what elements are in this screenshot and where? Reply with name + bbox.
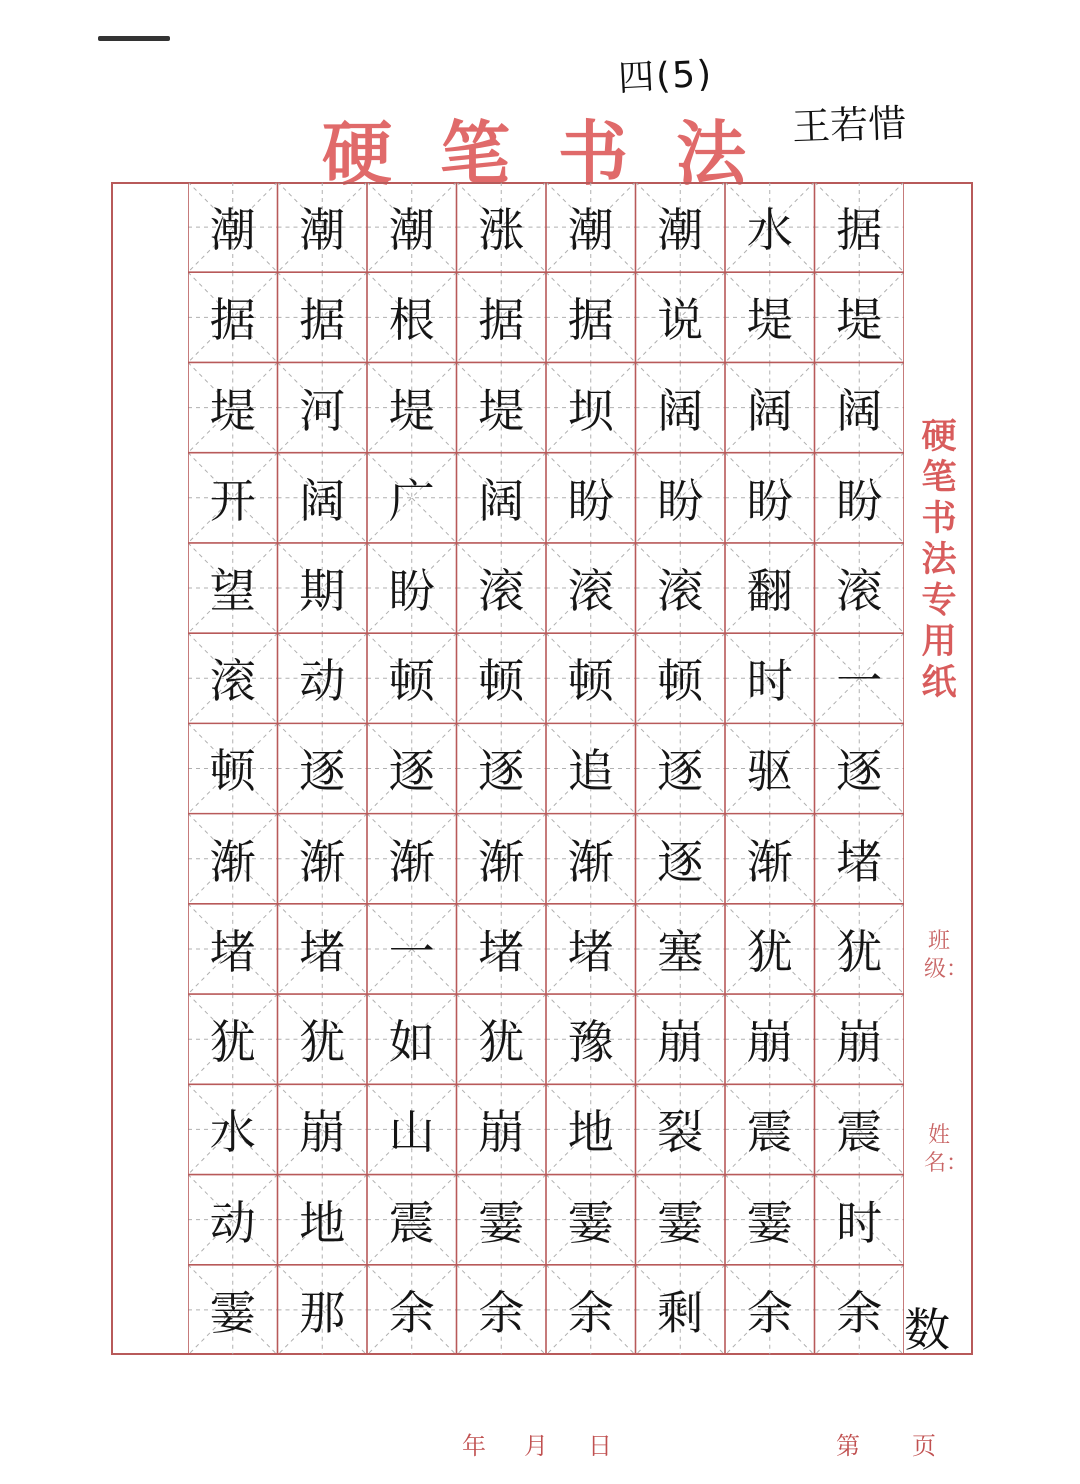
practice-grid: [188, 182, 904, 1355]
grid-character: 据: [299, 293, 346, 348]
grid-character: 阔: [836, 383, 883, 438]
grid-character: 顿: [657, 654, 704, 709]
grid-character: 崩: [836, 1015, 883, 1070]
grid-character: 翻: [746, 564, 793, 619]
grid-character: 滚: [657, 564, 704, 619]
grid-character: 地: [299, 1195, 346, 1250]
grid-character: 潮: [567, 203, 614, 258]
grid-character: 犹: [836, 924, 883, 979]
grid-character: 渐: [299, 834, 346, 889]
footer-page-prefix: 第: [836, 1432, 860, 1460]
grid-character: 潮: [657, 203, 704, 258]
grid-character: 犹: [299, 1015, 346, 1070]
grid-character: 一: [388, 924, 435, 979]
grid-character: 犹: [746, 924, 793, 979]
grid-character: 剩: [657, 1285, 704, 1340]
grid-character: 阔: [478, 473, 525, 528]
footer-year: 年: [462, 1432, 486, 1460]
grid-character: 山: [388, 1105, 435, 1160]
grid-character: 震: [746, 1105, 793, 1160]
grid-character: 逐: [657, 744, 704, 799]
page-title: 硬笔书法: [322, 112, 794, 195]
grid-character: 时: [746, 654, 793, 709]
grid-character: 顿: [388, 654, 435, 709]
grid-character: 追: [567, 744, 614, 799]
grid-character: 盼: [746, 473, 793, 528]
paper-label: 硬笔书法专用纸: [921, 416, 957, 703]
grid-character: 坝: [567, 383, 614, 438]
grid-character: 阔: [657, 383, 704, 438]
grid-character: 霎: [209, 1285, 256, 1340]
grid-character: 震: [836, 1105, 883, 1160]
grid-character: 望: [209, 564, 256, 619]
grid-character: 犹: [478, 1015, 525, 1070]
grid-character: 动: [209, 1195, 256, 1250]
grid-character: 期: [299, 564, 346, 619]
grid-character: 余: [836, 1285, 883, 1340]
grid-character: 渐: [567, 834, 614, 889]
grid-character: 堤: [746, 293, 793, 348]
grid-character: 开: [209, 473, 256, 528]
grid-character: 堵: [478, 924, 525, 979]
grid-character: 顿: [567, 654, 614, 709]
grid-character: 潮: [299, 203, 346, 258]
grid-character: 堤: [209, 383, 256, 438]
grid-character: 渐: [478, 834, 525, 889]
grid-character: 据: [478, 293, 525, 348]
grid-character: 滚: [567, 564, 614, 619]
grid-character: 渐: [746, 834, 793, 889]
grid-character: 据: [209, 293, 256, 348]
grid-character: 余: [567, 1285, 614, 1340]
grid-character: 余: [388, 1285, 435, 1340]
grid-character: 豫: [567, 1015, 614, 1070]
grid-character: 一: [836, 654, 883, 709]
grid-character: 逐: [657, 834, 704, 889]
grid-character: 塞: [657, 924, 704, 979]
grid-character: 根: [388, 293, 435, 348]
scan-mark: [98, 36, 170, 41]
grid-character: 那: [299, 1285, 346, 1340]
grid-character: 崩: [746, 1015, 793, 1070]
grid-character: 滚: [836, 564, 883, 619]
handwritten-class-note: 四(5): [617, 53, 715, 100]
grid-character: 据: [567, 293, 614, 348]
grid-character: 堤: [836, 293, 883, 348]
name-label: 姓名：: [924, 1123, 969, 1176]
grid-character: 涨: [478, 203, 525, 258]
grid-character: 堤: [478, 383, 525, 438]
grid-character: 堵: [836, 834, 883, 889]
grid-character: 驱: [746, 744, 793, 799]
grid-character: 渐: [209, 834, 256, 889]
grid-character: 崩: [299, 1105, 346, 1160]
handwritten-student-name: 王若惜: [791, 101, 907, 149]
footer-page-suffix: 页: [912, 1432, 936, 1460]
grid-character: 阔: [746, 383, 793, 438]
grid-character: 逐: [388, 744, 435, 799]
grid-character: 堤: [388, 383, 435, 438]
class-label: 班级：: [924, 929, 969, 982]
grid-character: 堵: [209, 924, 256, 979]
grid-character: 盼: [657, 473, 704, 528]
grid-character: 盼: [836, 473, 883, 528]
grid-character: 水: [746, 203, 793, 258]
grid-character: 霎: [478, 1195, 525, 1250]
grid-character: 时: [836, 1195, 883, 1250]
grid-character: 如: [388, 1015, 435, 1070]
grid-character: 裂: [657, 1105, 704, 1160]
grid-character: 犹: [209, 1015, 256, 1070]
grid-character: 阔: [299, 473, 346, 528]
grid-character: 霎: [657, 1195, 704, 1250]
grid-character: 广: [388, 473, 435, 528]
grid-character: 潮: [209, 203, 256, 258]
grid-character: 霎: [567, 1195, 614, 1250]
grid-character: 逐: [836, 744, 883, 799]
grid-character: 逐: [299, 744, 346, 799]
grid-character: 河: [299, 383, 346, 438]
grid-character: 滚: [209, 654, 256, 709]
grid-character: 逐: [478, 744, 525, 799]
grid-character: 顿: [478, 654, 525, 709]
grid-character: 渐: [388, 834, 435, 889]
grid-character: 潮: [388, 203, 435, 258]
grid-character: 余: [746, 1285, 793, 1340]
grid-character: 水: [209, 1105, 256, 1160]
grid-character: 说: [657, 293, 704, 348]
grid-character: 地: [567, 1105, 614, 1160]
footer-day: 日: [588, 1432, 612, 1460]
grid-character: 堵: [299, 924, 346, 979]
grid-character: 堵: [567, 924, 614, 979]
grid-character: 震: [388, 1195, 435, 1250]
grid-character: 顿: [209, 744, 256, 799]
grid-character: 崩: [657, 1015, 704, 1070]
grid-character: 霎: [746, 1195, 793, 1250]
grid-character: 余: [478, 1285, 525, 1340]
grid-character: 盼: [388, 564, 435, 619]
footer-month: 月: [524, 1432, 548, 1460]
grid-character: 盼: [567, 473, 614, 528]
grid-character: 崩: [478, 1105, 525, 1160]
grid-character: 据: [836, 203, 883, 258]
margin-character: 数: [904, 1303, 950, 1357]
grid-character: 滚: [478, 564, 525, 619]
grid-character: 动: [299, 654, 346, 709]
